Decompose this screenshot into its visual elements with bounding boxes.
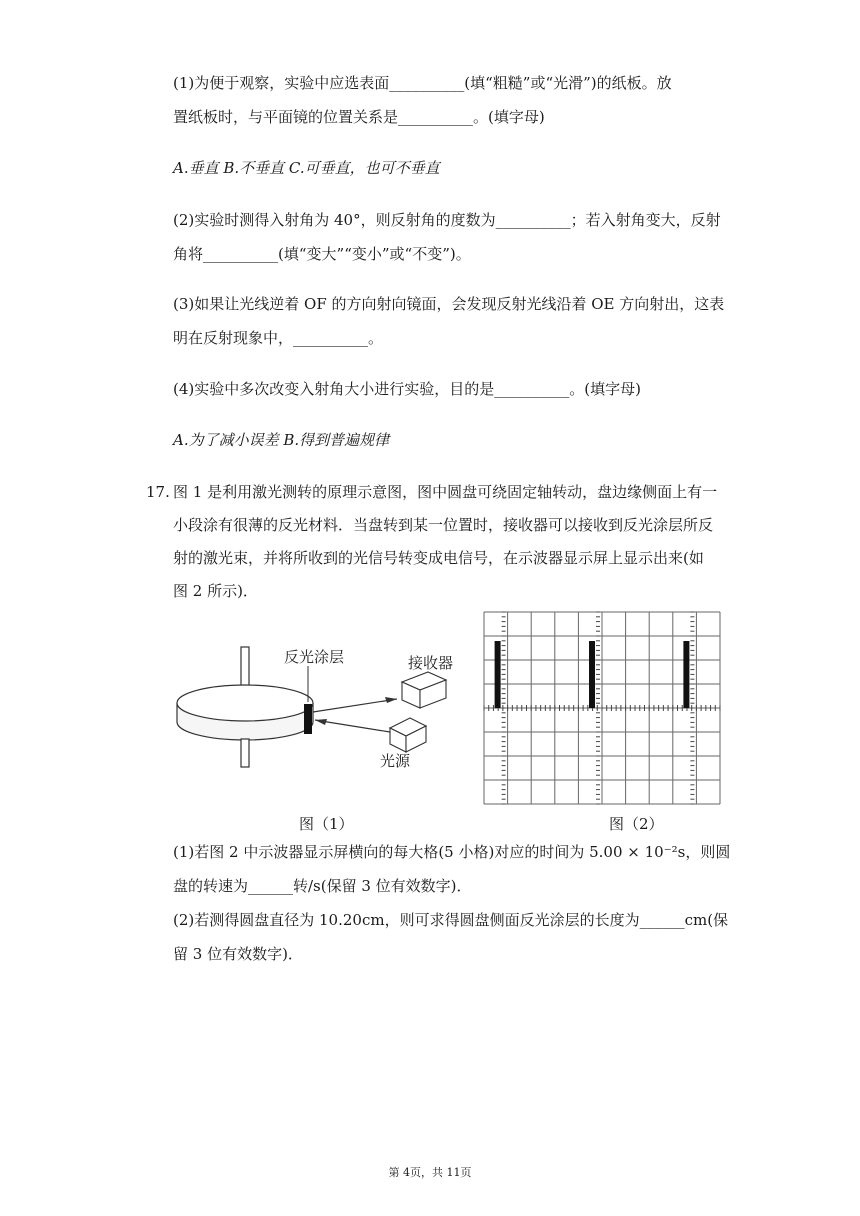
figure-2-oscilloscope [482, 610, 728, 806]
light-source-box [390, 718, 426, 752]
disk-top [177, 685, 313, 721]
question-number: 17. [146, 483, 170, 501]
signal-pulse [683, 641, 689, 708]
label-coating: 反光涂层 [284, 648, 345, 666]
q16-part4-options: A.为了减小误差 B.得到普遍规律 [173, 431, 390, 449]
axle-bottom [241, 739, 249, 767]
q17-sub2-line1: (2)若测得圆盘直径为 10.20cm，则可求得圆盘侧面反光涂层的长度为______cm(保 [173, 911, 729, 929]
signal-pulse [589, 641, 595, 708]
receiver-box [402, 672, 446, 708]
figure-2-caption: 图（2） [609, 815, 664, 833]
reflective-coating [304, 704, 312, 734]
label-source: 光源 [380, 752, 411, 770]
q17-intro-line4: 图 2 所示)． [173, 582, 258, 600]
reflected-beam-arrow [385, 697, 397, 703]
incident-beam [315, 720, 390, 732]
page-footer: 第 4页，共 11页 [388, 1166, 472, 1179]
figure-1-caption: 图（1） [299, 815, 354, 833]
q17-intro-line2: 小段涂有很薄的反光材料．当盘转到某一位置时，接收器可以接收到反光涂层所反 [173, 516, 714, 534]
figure-1-disk-diagram [172, 640, 472, 780]
q16-part3-line2: 明在反射现象中，__________。 [173, 329, 384, 347]
q16-part3-line1: (3)如果让光线逆着 OF 的方向射向镜面，会发现反射光线沿着 OE 方向射出，这表 [173, 295, 725, 313]
q16-part2-line1: (2)实验时测得入射角为 40°，则反射角的度数为__________；若入射角变大，反射 [173, 211, 721, 229]
q17-sub1-line2: 盘的转速为______转/s(保留 3 位有效数字)． [173, 877, 472, 895]
q16-part1-line1: (1)为便于观察，实验中应选表面__________(填“粗糙”或“光滑”)的纸板。放 [173, 74, 672, 92]
q17-intro-line3: 射的激光束，并将所收到的光信号转变成电信号，在示波器显示屏上显示出来(如 [173, 549, 704, 567]
q17-intro-line1: 图 1 是利用激光测转的原理示意图，图中圆盘可绕固定轴转动，盘边缘侧面上有一 [173, 483, 718, 501]
q17-sub1-line1: (1)若图 2 中示波器显示屏横向的每大格(5 小格)对应的时间为 5.00 × 10⁻²s，则圆 [173, 843, 731, 861]
label-receiver: 接收器 [408, 654, 454, 672]
incident-beam-arrow [315, 719, 327, 725]
q16-part4-line1: (4)实验中多次改变入射角大小进行实验，目的是__________。(填字母) [173, 380, 641, 398]
q16-part2-line2: 角将__________(填“变大”“变小”或“不变”)。 [173, 245, 471, 263]
signal-pulse [495, 641, 501, 708]
reflected-beam [313, 699, 397, 712]
q16-part1-line2: 置纸板时，与平面镜的位置关系是__________。(填字母) [173, 108, 545, 126]
q17-sub2-line2: 留 3 位有效数字)． [173, 945, 303, 963]
q16-part1-options: A.垂直 B.不垂直 C.可垂直，也可不垂直 [173, 159, 440, 177]
